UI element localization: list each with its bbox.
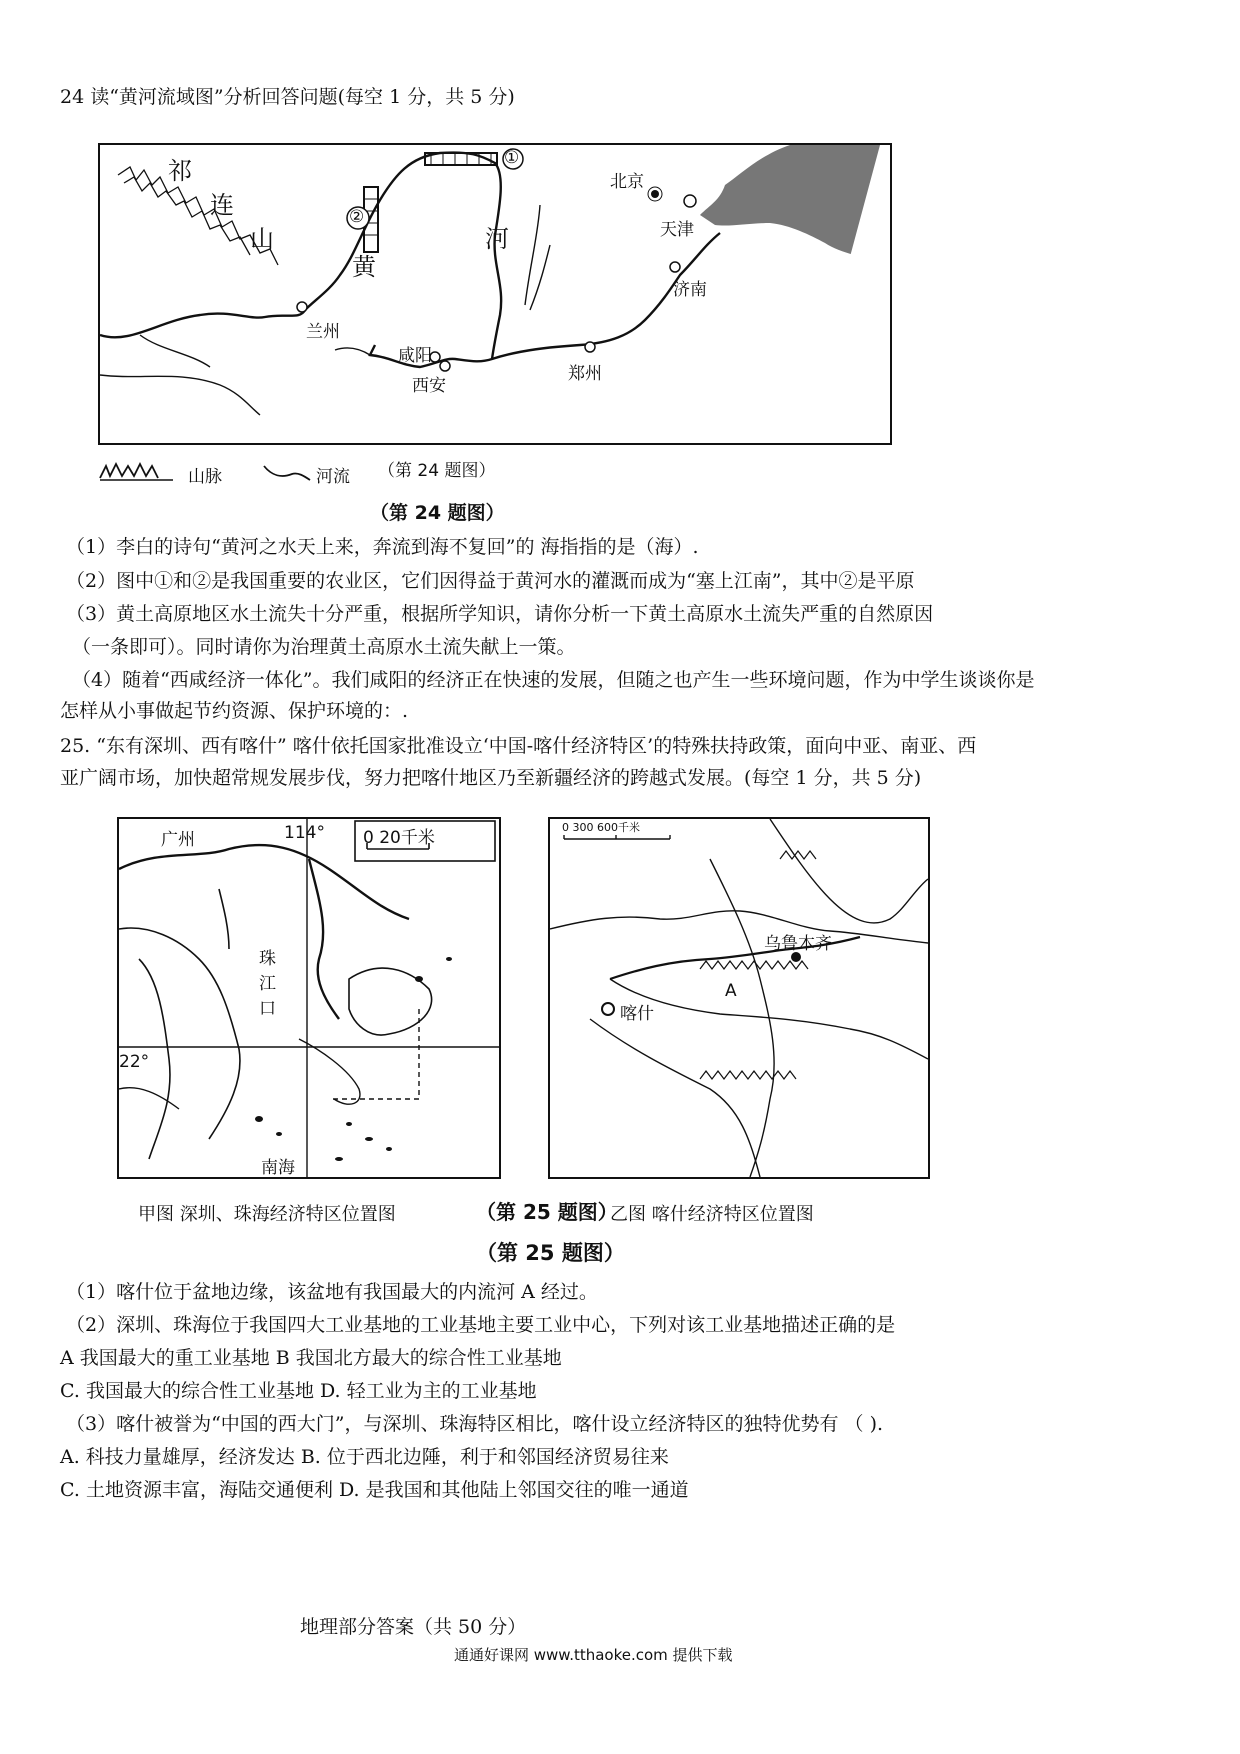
q25-option-cd: C. 我国最大的综合性工业基地 D. 轻工业为主的工业基地: [60, 1380, 537, 1402]
q24-item-3-cont: （一条即可）。同时请你为治理黄土高原水土流失献上一策。: [72, 636, 576, 658]
label-guangzhou: 广州: [161, 830, 195, 850]
label-urumqi: 乌鲁木齐: [764, 934, 832, 954]
q25-item-2: （2）深圳、珠海位于我国四大工业基地的工业基地主要工业中心，下列对该工业基地描述正确的是: [66, 1314, 896, 1336]
q25-option-cd-2: C. 土地资源丰富，海陆交通便利 D. 是我国和其他陆上邻国交往的唯一通道: [60, 1479, 689, 1501]
q24-item-2: （2）图中①和②是我国重要的农业区，它们因得益于黄河水的灌溉而成为“塞上江南”，其中②是平原: [66, 570, 915, 592]
q24-item-4-cont: 怎样从小事做起节约资源、保护环境的：.: [60, 700, 409, 722]
q25-intro-1: 25. “东有深圳、西有喀什” 喀什依托国家批准设立‘中国-喀什经济特区’的特殊扶持政策，面向中亚、南亚、西: [60, 735, 977, 757]
label-he: 河: [485, 225, 509, 253]
zhujiangkou-char-1: 珠: [259, 949, 276, 969]
q24-item-1: （1）李白的诗句“黄河之水天上来，奔流到海不复回”的 海指指的是（海）.: [66, 536, 699, 558]
river-legend-icon: [262, 462, 312, 484]
label-nanhai: 南海: [261, 1158, 295, 1178]
yellow-river-map: [98, 143, 892, 445]
zhujiangkou-char-2: 江: [259, 974, 276, 994]
footer-watermark: 通通好课网 www.tthaoke.com 提供下载: [454, 1646, 733, 1664]
qilian-char-2: 连: [210, 191, 234, 219]
q25-caption: （第 25 题图）: [476, 1241, 625, 1265]
mountain-legend-icon: [98, 460, 188, 482]
marker-1: ①: [504, 148, 520, 168]
legend-mountain-label: 山脉: [188, 467, 222, 487]
shenzhen-zhuhai-map-graphic: [119, 819, 499, 1177]
kashgar-map: [548, 817, 930, 1179]
q24-item-3: （3）黄土高原地区水土流失十分严重，根据所学知识，请你分析一下黄土高原水土流失严重的自然原因: [66, 603, 934, 625]
q25-item-3: （3）喀什被誉为“中国的西大门”，与深圳、珠海特区相比，喀什设立经济特区的独特优势有 （ ).: [66, 1413, 884, 1435]
tianshan-mountains: [700, 851, 816, 1079]
qilian-char-3: 山: [250, 225, 274, 253]
label-river-a: A: [725, 981, 737, 1001]
marker-2: ②: [349, 207, 365, 227]
city-beijing: 北京: [610, 172, 644, 192]
map-b-scale: 0 300 600千米: [562, 821, 640, 834]
legend-river-label: 河流: [316, 467, 350, 487]
label-lon-114: 114°: [284, 823, 325, 843]
shenzhen-zhuhai-map: [117, 817, 501, 1179]
q24-caption: （第 24 题图）: [370, 502, 505, 524]
map24-inner-caption: （第 24 题图）: [378, 461, 496, 481]
caption-map-b: 乙图 喀什经济特区位置图: [610, 1204, 814, 1225]
city-xianyang: 咸阳: [398, 346, 432, 366]
label-huang: 黄: [352, 253, 376, 281]
city-zhengzhou: 郑州: [568, 364, 602, 384]
city-xian: 西安: [412, 376, 446, 396]
q25-intro-2: 亚广阔市场，加快超常规发展步伐，努力把喀什地区乃至新疆经济的跨越式发展。(每空 1 分，共 5 分): [60, 767, 922, 789]
qilian-char-1: 祁: [168, 157, 192, 185]
city-tianjin: 天津: [660, 220, 694, 240]
label-kashgar: 喀什: [620, 1004, 654, 1024]
q25-option-ab: A 我国最大的重工业基地 B 我国北方最大的综合性工业基地: [60, 1347, 562, 1369]
caption-overlap: （第 25 题图）: [476, 1200, 618, 1224]
city-lanzhou: 兰州: [306, 322, 340, 342]
kashgar-map-graphic: [550, 819, 928, 1177]
label-lat-22: 22°: [119, 1052, 150, 1072]
q25-option-ab-2: A. 科技力量雄厚，经济发达 B. 位于西北边陲，利于和邻国经济贸易往来: [60, 1446, 669, 1468]
caption-map-a: 甲图 深圳、珠海经济特区位置图: [138, 1204, 396, 1225]
city-jinan: 济南: [673, 280, 707, 300]
q24-title: 24 读“黄河流域图”分析回答问题(每空 1 分，共 5 分): [60, 86, 515, 108]
q25-item-1: （1）喀什位于盆地边缘，该盆地有我国最大的内流河 A 经过。: [66, 1281, 598, 1303]
q24-item-4: （4）随着“西咸经济一体化”。我们咸阳的经济正在快速的发展，但随之也产生一些环境问题，作为中学生谈谈你是: [72, 669, 1035, 691]
zhujiangkou-char-3: 口: [259, 999, 276, 1019]
map-a-scale: 0 20千米: [363, 828, 435, 848]
answer-title: 地理部分答案（共 50 分）: [300, 1616, 527, 1638]
